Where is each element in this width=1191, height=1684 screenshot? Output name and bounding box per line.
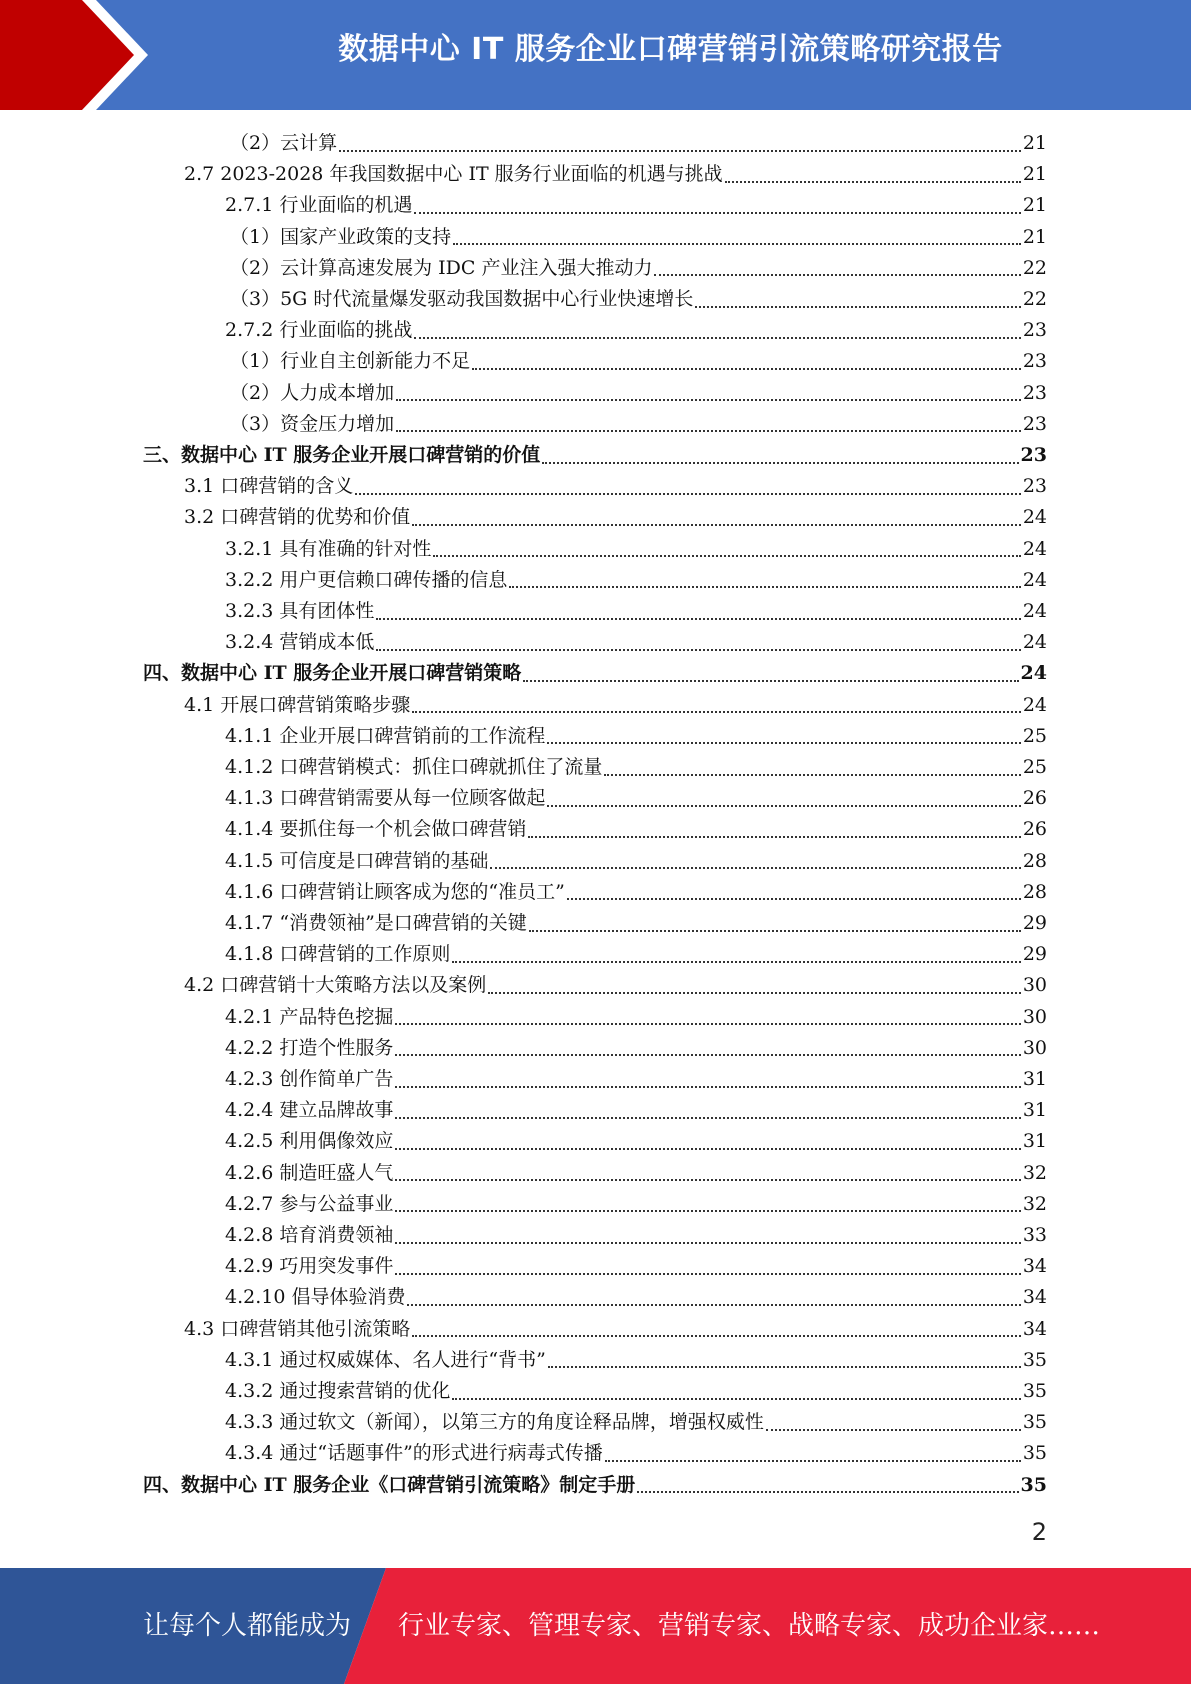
- page-title: 数据中心 IT 服务企业口碑营销引流策略研究报告: [338, 32, 1003, 67]
- toc-entry-title: 四、数据中心 IT 服务企业《口碑营销引流策略》制定手册: [143, 1473, 636, 1496]
- toc-entry-title: 4.3.3 通过软文（新闻），以第三方的角度诠释品牌，增强权威性: [225, 1411, 764, 1434]
- toc-entry-title: 4.2.6 制造旺盛人气: [225, 1161, 394, 1184]
- toc-entry-title: 4.1 开展口碑营销策略步骤: [184, 693, 411, 716]
- toc-entry-page: 31: [1022, 1099, 1047, 1122]
- toc-entry-page: 24: [1022, 506, 1047, 529]
- toc-entry[interactable]: [230, 128, 1047, 159]
- toc-entry-title: （2）人力成本增加: [230, 381, 395, 404]
- toc-dot-leader: [376, 649, 1020, 651]
- page-header: [0, 0, 1191, 110]
- toc-dot-leader: [395, 1148, 1020, 1150]
- toc-dot-leader: [376, 618, 1020, 620]
- toc-dot-leader: [547, 805, 1020, 807]
- toc-entry-page: 24: [1022, 537, 1047, 560]
- toc-entry[interactable]: [225, 1345, 1047, 1376]
- toc-entry-title: 4.2.1 产品特色挖掘: [225, 1005, 394, 1028]
- toc-entry[interactable]: [225, 596, 1047, 627]
- toc-dot-leader: [395, 1179, 1020, 1181]
- toc-dot-leader: [529, 930, 1021, 932]
- toc-dot-leader: [766, 1429, 1021, 1431]
- toc-dot-leader: [453, 243, 1021, 245]
- toc-dot-leader: [528, 836, 1020, 838]
- toc-entry[interactable]: [225, 783, 1047, 814]
- toc-entry-title: 四、数据中心 IT 服务企业开展口碑营销策略: [143, 662, 522, 685]
- toc-entry-page: 23: [1022, 475, 1047, 498]
- toc-entry-page: 25: [1022, 724, 1047, 747]
- toc-entry-title: 4.2.3 创作简单广告: [225, 1068, 394, 1090]
- toc-entry-page: 30: [1022, 974, 1047, 997]
- toc-entry[interactable]: [225, 565, 1047, 596]
- toc-entry-page: 30: [1022, 1005, 1047, 1028]
- toc-entry-title: 3.2 口碑营销的优势和价值: [184, 506, 411, 529]
- toc-entry-page: 22: [1022, 288, 1047, 310]
- toc-dot-leader: [433, 555, 1020, 557]
- toc-entry-title: 4.1.3 口碑营销需要从每一位顾客做起: [225, 787, 546, 810]
- toc-entry[interactable]: [225, 752, 1047, 783]
- toc-dot-leader: [605, 1460, 1021, 1462]
- toc-entry-page: 21: [1022, 132, 1047, 154]
- toc-entry-page: 26: [1022, 818, 1047, 841]
- toc-entry-page: 23: [1022, 412, 1047, 435]
- toc-dot-leader: [509, 586, 1020, 588]
- toc-dot-leader: [412, 524, 1021, 526]
- toc-entry-title: 4.1.8 口碑营销的工作原则: [225, 943, 451, 966]
- toc-dot-leader: [548, 1366, 1021, 1368]
- toc-entry[interactable]: [225, 721, 1047, 752]
- toc-dot-leader: [395, 1054, 1020, 1056]
- toc-entry-page: 31: [1022, 1130, 1047, 1153]
- toc-entry[interactable]: [230, 409, 1047, 440]
- toc-dot-leader: [695, 306, 1020, 308]
- toc-dot-leader: [414, 337, 1020, 339]
- toc-entry-page: 25: [1022, 756, 1047, 778]
- toc-entry-page: 23: [1020, 444, 1047, 466]
- toc-dot-leader: [412, 711, 1021, 713]
- toc-entry-page: 34: [1022, 1286, 1047, 1309]
- toc-entry[interactable]: [225, 1282, 1047, 1313]
- toc-entry-page: 24: [1022, 631, 1047, 654]
- toc-entry-page: 24: [1022, 568, 1047, 591]
- toc-entry[interactable]: [230, 346, 1047, 377]
- footer-slogan-right: 行业专家、管理专家、营销专家、战略专家、成功企业家……: [398, 1611, 1101, 1641]
- page-number: 2: [1031, 1518, 1047, 1546]
- toc-entry-page: 31: [1022, 1068, 1047, 1090]
- toc-entry-page: 23: [1022, 350, 1047, 373]
- toc-dot-leader: [414, 212, 1020, 214]
- toc-dot-leader: [523, 680, 1018, 682]
- toc-entry[interactable]: [225, 1438, 1047, 1469]
- toc-entry[interactable]: [225, 1407, 1047, 1438]
- toc-entry-title: 3.1 口碑营销的含义: [184, 475, 354, 498]
- toc-entry[interactable]: [225, 1126, 1047, 1157]
- toc-entry-title: 4.3.2 通过搜索营销的优化: [225, 1380, 451, 1402]
- toc-entry[interactable]: [225, 939, 1047, 970]
- toc-entry-title: （1）行业自主创新能力不足: [230, 350, 471, 373]
- toc-entry-title: 4.3 口碑营销其他引流策略: [184, 1317, 411, 1340]
- toc-dot-leader: [407, 1304, 1020, 1306]
- toc-entry-page: 24: [1022, 693, 1047, 716]
- toc-entry[interactable]: [143, 1470, 1047, 1501]
- toc-entry-title: 4.2.7 参与公益事业: [225, 1192, 394, 1215]
- toc-entry-title: 4.2.2 打造个性服务: [225, 1036, 394, 1059]
- toc-entry-title: 4.1.7 “消费领袖”是口碑营销的关键: [225, 912, 527, 934]
- toc-entry-page: 21: [1022, 194, 1047, 217]
- toc-entry-title: 4.2.9 巧用突发事件: [225, 1255, 394, 1278]
- toc-entry-page: 21: [1022, 163, 1047, 186]
- toc-dot-leader: [725, 181, 1021, 183]
- toc-entry[interactable]: [225, 1033, 1047, 1064]
- toc-entry-title: 4.3.4 通过“话题事件”的形式进行病毒式传播: [225, 1442, 603, 1465]
- toc-dot-leader: [547, 742, 1020, 744]
- toc-dot-leader: [395, 1210, 1020, 1212]
- toc-entry-title: 三、数据中心 IT 服务企业开展口碑营销的价值: [143, 444, 541, 466]
- toc-entry-page: 32: [1022, 1161, 1047, 1184]
- toc-dot-leader: [472, 368, 1021, 370]
- toc-entry[interactable]: [225, 877, 1047, 908]
- toc-dot-leader: [452, 961, 1020, 963]
- toc-entry[interactable]: [225, 814, 1047, 845]
- toc-entry-page: 35: [1022, 1411, 1047, 1434]
- toc-entry[interactable]: [225, 1376, 1047, 1407]
- toc-entry-title: 4.2.5 利用偶像效应: [225, 1130, 394, 1153]
- toc-entry-title: （2）云计算高速发展为 IDC 产业注入强大推动力: [230, 256, 653, 279]
- toc-entry[interactable]: [225, 315, 1047, 346]
- toc-entry-title: （2）云计算: [230, 132, 338, 154]
- toc-entry-page: 30: [1022, 1036, 1047, 1059]
- toc-entry[interactable]: [225, 1220, 1047, 1251]
- toc-entry-title: 4.3.1 通过权威媒体、名人进行“背书”: [225, 1348, 546, 1371]
- toc-entry-page: 33: [1022, 1224, 1047, 1246]
- toc-entry-page: 29: [1022, 912, 1047, 934]
- toc-entry-title: 3.2.1 具有准确的针对性: [225, 537, 432, 560]
- toc-entry-title: （3）5G 时代流量爆发驱动我国数据中心行业快速增长: [230, 288, 694, 310]
- footer-slogan-left: 让每个人都能成为: [143, 1611, 352, 1641]
- toc-entry-title: 4.1.6 口碑营销让顾客成为您的“准员工”: [225, 880, 565, 903]
- toc-entry-title: 4.1.2 口碑营销模式：抓住口碑就抓住了流量: [225, 756, 603, 778]
- toc-dot-leader: [395, 1086, 1020, 1088]
- toc-entry-page: 35: [1022, 1442, 1047, 1465]
- toc-entry-page: 24: [1022, 600, 1047, 622]
- toc-dot-leader: [604, 774, 1020, 776]
- toc-entry[interactable]: [225, 1158, 1047, 1189]
- toc-entry[interactable]: [225, 627, 1047, 658]
- toc-dot-leader: [654, 274, 1020, 276]
- toc-entry-title: 2.7.2 行业面临的挑战: [225, 319, 413, 342]
- toc-dot-leader: [488, 992, 1021, 994]
- toc-entry-page: 28: [1022, 849, 1047, 872]
- toc-entry[interactable]: [230, 284, 1047, 315]
- toc-entry-title: （1）国家产业政策的支持: [230, 225, 452, 248]
- toc-entry[interactable]: [225, 1251, 1047, 1282]
- toc-entry-page: 23: [1022, 381, 1047, 404]
- toc-entry-page: 29: [1022, 943, 1047, 966]
- toc-dot-leader: [395, 1242, 1020, 1244]
- toc-dot-leader: [339, 150, 1021, 152]
- toc-entry[interactable]: [143, 440, 1047, 471]
- toc-entry-title: 4.2.10 倡导体验消费: [225, 1286, 406, 1309]
- toc-entry-page: 22: [1022, 256, 1047, 279]
- toc-dot-leader: [567, 898, 1021, 900]
- toc-entry-page: 35: [1022, 1348, 1047, 1371]
- toc-entry-page: 21: [1022, 225, 1047, 248]
- toc-entry[interactable]: [184, 1314, 1047, 1345]
- toc-entry[interactable]: [184, 690, 1047, 721]
- toc-entry[interactable]: [225, 534, 1047, 565]
- toc-entry[interactable]: [225, 190, 1047, 221]
- toc-entry-page: 35: [1022, 1380, 1047, 1402]
- toc-dot-leader: [395, 1023, 1020, 1025]
- toc-entry[interactable]: [230, 222, 1047, 253]
- toc-dot-leader: [396, 430, 1021, 432]
- toc-entry[interactable]: [184, 502, 1047, 533]
- toc-entry-page: 23: [1022, 319, 1047, 342]
- toc-entry[interactable]: [225, 1189, 1047, 1220]
- toc-entry-title: （3）资金压力增加: [230, 412, 395, 435]
- toc-entry[interactable]: [225, 1002, 1047, 1033]
- toc-entry-page: 32: [1022, 1192, 1047, 1215]
- toc-dot-leader: [542, 462, 1018, 464]
- toc-entry[interactable]: [230, 253, 1047, 284]
- toc-dot-leader: [395, 1117, 1020, 1119]
- toc-entry[interactable]: [230, 378, 1047, 409]
- toc-dot-leader: [452, 1398, 1020, 1400]
- toc-entry-page: 24: [1020, 662, 1047, 685]
- page-footer: [0, 1568, 1191, 1684]
- toc-entry-page: 35: [1020, 1473, 1047, 1496]
- toc-dot-leader: [395, 1273, 1020, 1275]
- toc-entry-page: 34: [1022, 1255, 1047, 1278]
- toc-entry-title: 3.2.4 营销成本低: [225, 631, 375, 654]
- toc-entry-title: 2.7 2023-2028 年我国数据中心 IT 服务行业面临的机遇与挑战: [184, 163, 723, 186]
- toc-entry[interactable]: [225, 1064, 1047, 1095]
- toc-entry-page: 28: [1022, 880, 1047, 903]
- toc-entry[interactable]: [143, 658, 1047, 689]
- toc-dot-leader: [412, 1335, 1021, 1337]
- toc-entry-title: 4.1.1 企业开展口碑营销前的工作流程: [225, 724, 546, 747]
- toc-entry[interactable]: [184, 970, 1047, 1001]
- toc-dot-leader: [637, 1491, 1018, 1493]
- toc-entry-title: 4.2.4 建立品牌故事: [225, 1099, 394, 1122]
- toc-entry[interactable]: [225, 1095, 1047, 1126]
- toc-entry[interactable]: [184, 471, 1047, 502]
- toc-entry-title: 3.2.3 具有团体性: [225, 600, 375, 622]
- toc-dot-leader: [355, 493, 1021, 495]
- toc-entry-title: 2.7.1 行业面临的机遇: [225, 194, 413, 217]
- toc-entry-page: 34: [1022, 1317, 1047, 1340]
- toc-entry-title: 4.2 口碑营销十大策略方法以及案例: [184, 974, 487, 997]
- toc-entry[interactable]: [225, 908, 1047, 939]
- toc-entry[interactable]: [225, 846, 1047, 877]
- toc-entry[interactable]: [184, 159, 1047, 190]
- toc-dot-leader: [396, 399, 1021, 401]
- toc-entry-title: 4.1.5 可信度是口碑营销的基础: [225, 849, 489, 872]
- toc-entry-title: 3.2.2 用户更信赖口碑传播的信息: [225, 568, 508, 591]
- toc-entry-title: 4.1.4 要抓住每一个机会做口碑营销: [225, 818, 527, 841]
- toc-dot-leader: [490, 867, 1020, 869]
- toc-entry-page: 26: [1022, 787, 1047, 810]
- toc-entry-title: 4.2.8 培育消费领袖: [225, 1224, 394, 1246]
